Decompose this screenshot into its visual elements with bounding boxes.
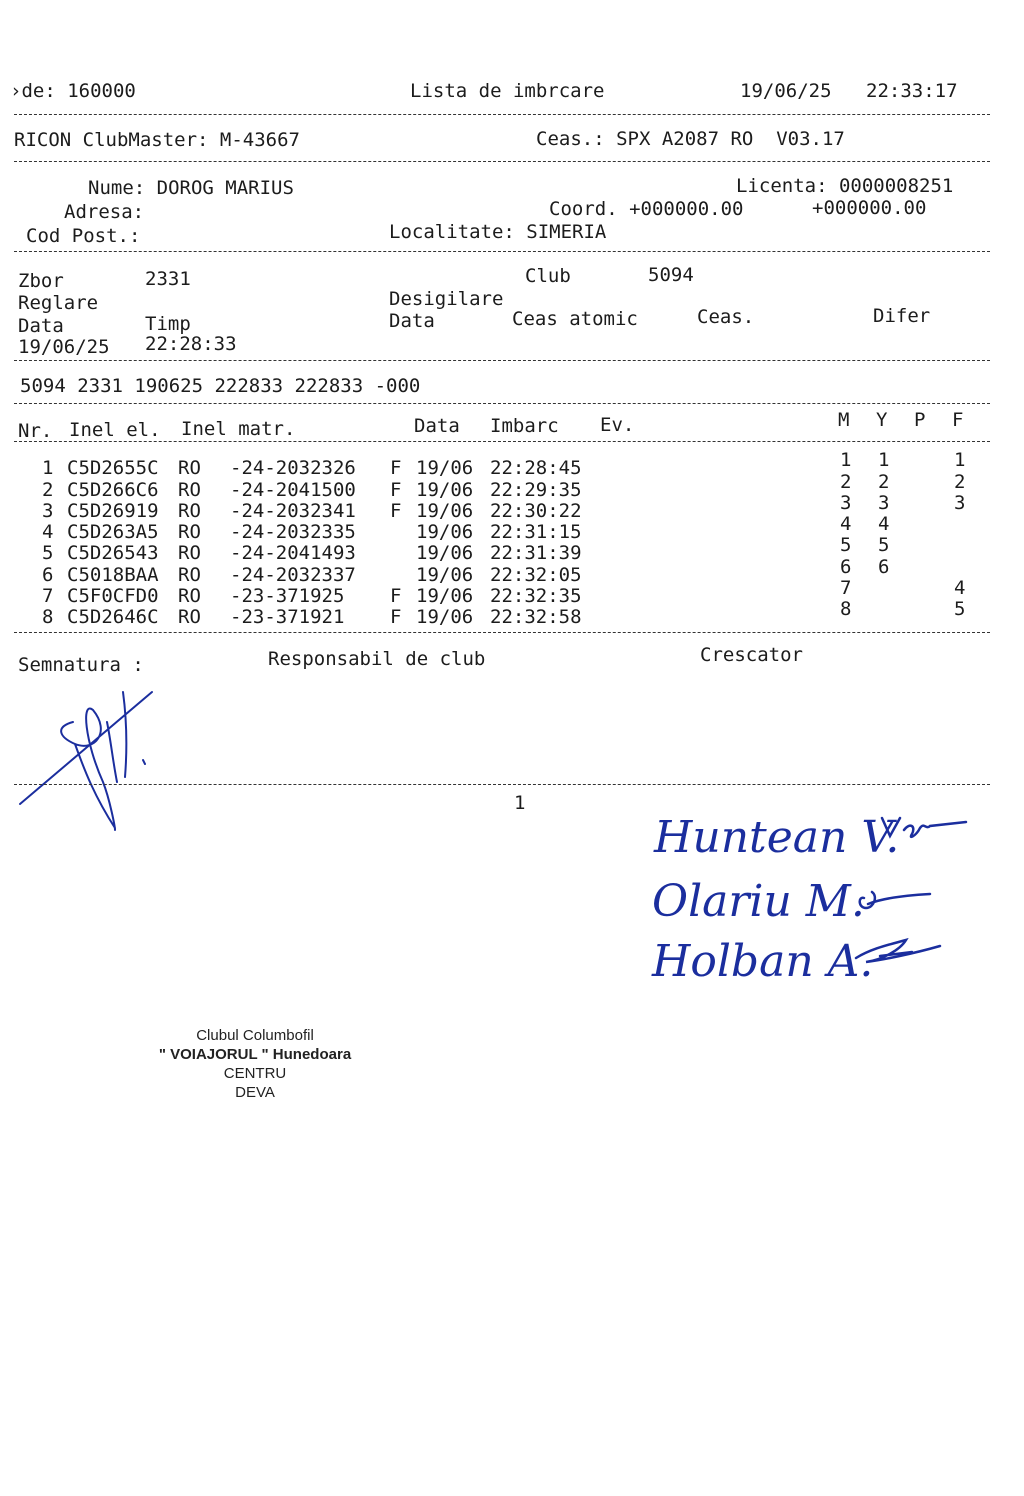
row-nr: 1 — [42, 457, 54, 479]
row-nr: 4 — [42, 521, 54, 543]
row-m: 8 — [840, 598, 852, 620]
row-nr: 5 — [42, 542, 54, 564]
print-date: 19/06/25 — [740, 80, 832, 102]
ceas-atomic-label: Ceas atomic — [512, 308, 638, 330]
stamp-line-1: Clubul Columbofil — [196, 1027, 314, 1044]
stamp-line-2: " VOIAJORUL " Hunedoara — [158, 1046, 352, 1063]
club-value: 5094 — [648, 264, 694, 286]
divider — [14, 441, 990, 442]
row-nr: 2 — [42, 479, 54, 501]
row-f: 2 — [954, 471, 966, 493]
row-date: 19/06 — [416, 521, 474, 543]
stamp-line-4: DEVA — [235, 1084, 275, 1101]
row-inel-matr: -23-371925 — [230, 585, 345, 607]
row-y: 2 — [878, 471, 890, 493]
col-p: P — [914, 409, 926, 431]
row-f: 3 — [954, 492, 966, 514]
desigilare-label: Desigilare — [389, 288, 504, 310]
row-m: 6 — [840, 556, 852, 578]
row-inel-el: C5D266C6 — [67, 479, 159, 501]
stamp-line-3: CENTRU — [223, 1065, 287, 1082]
row-y: 1 — [878, 449, 890, 471]
row-country: RO — [178, 606, 201, 628]
row-time: 22:31:39 — [490, 542, 582, 564]
row-country: RO — [178, 542, 201, 564]
ceas-label: Ceas. — [697, 306, 755, 328]
zbor-value: 2331 — [145, 268, 191, 290]
timp-label: Timp — [145, 313, 191, 335]
zbor-label: Zbor — [18, 270, 64, 292]
initial-scribble-icon — [880, 812, 970, 848]
row-flag: F — [390, 585, 402, 607]
initial-scribble-icon — [854, 882, 934, 916]
row-inel-matr: -24-2041500 — [230, 479, 356, 501]
row-m: 7 — [840, 577, 852, 599]
row-inel-el: C5D26543 — [67, 542, 159, 564]
row-time: 22:32:05 — [490, 564, 582, 586]
clock-id: Ceas.: SPX A2087 RO V03.17 — [536, 128, 845, 150]
row-y: 5 — [878, 534, 890, 556]
col-inel-matr: Inel matr. — [181, 418, 296, 440]
row-inel-el: C5F0CFD0 — [67, 585, 159, 607]
signature-scribble-icon — [15, 682, 175, 842]
row-flag: F — [390, 457, 402, 479]
initial-scribble-icon — [852, 932, 944, 972]
row-inel-el: C5D2655C — [67, 457, 159, 479]
owner-address: Adresa: — [64, 201, 145, 223]
row-date: 19/06 — [416, 457, 474, 479]
row-f: 5 — [954, 598, 966, 620]
row-time: 22:28:45 — [490, 457, 582, 479]
page-number: 1 — [514, 792, 526, 814]
row-f: 1 — [954, 449, 966, 471]
row-country: RO — [178, 457, 201, 479]
row-country: RO — [178, 564, 201, 586]
data-label-2: Data — [389, 310, 435, 332]
col-nr: Nr. — [18, 420, 53, 442]
divider — [14, 403, 990, 404]
row-nr: 3 — [42, 500, 54, 522]
row-time: 22:30:22 — [490, 500, 582, 522]
divider — [14, 360, 990, 361]
code-line: 5094 2331 190625 222833 222833 -000 — [20, 375, 421, 397]
row-inel-el: C5018BAA — [67, 564, 159, 586]
owner-coord: Coord. +000000.00 — [549, 198, 744, 220]
col-m: M — [838, 409, 850, 431]
row-inel-matr: -24-2032341 — [230, 500, 356, 522]
col-y: Y — [876, 409, 888, 431]
row-flag: F — [390, 500, 402, 522]
col-imbarc: Imbarc — [490, 415, 559, 437]
row-f: 4 — [954, 577, 966, 599]
col-data: Data — [414, 415, 460, 437]
row-country: RO — [178, 585, 201, 607]
row-nr: 6 — [42, 564, 54, 586]
row-date: 19/06 — [416, 606, 474, 628]
row-inel-el: C5D26919 — [67, 500, 159, 522]
divider — [14, 632, 990, 633]
row-m: 5 — [840, 534, 852, 556]
row-inel-matr: -24-2041493 — [230, 542, 356, 564]
owner-name: Nume: DOROG MARIUS — [88, 177, 294, 199]
row-m: 3 — [840, 492, 852, 514]
col-ev: Ev. — [600, 414, 635, 436]
difer-label: Difer — [873, 305, 931, 327]
row-inel-matr: -24-2032337 — [230, 564, 356, 586]
reglare-label: Reglare — [18, 292, 99, 314]
row-inel-matr: -23-371921 — [230, 606, 345, 628]
owner-coord-2: +000000.00 — [812, 197, 927, 219]
row-y: 6 — [878, 556, 890, 578]
row-inel-matr: -24-2032326 — [230, 457, 356, 479]
handwritten-name-3: Holban A. — [652, 936, 874, 987]
owner-postcode: Cod Post.: — [26, 225, 141, 247]
divider — [14, 161, 990, 162]
handwritten-name-2: Olariu M. — [652, 876, 865, 927]
col-f: F — [952, 409, 964, 431]
col-inel-el: Inel el. — [69, 419, 161, 441]
owner-locality: Localitate: SIMERIA — [389, 221, 607, 243]
semnatura-label: Semnatura : — [18, 654, 144, 676]
document-code: ›de: 160000 — [10, 80, 136, 102]
row-flag: F — [390, 479, 402, 501]
row-inel-matr: -24-2032335 — [230, 521, 356, 543]
row-nr: 8 — [42, 606, 54, 628]
print-time: 22:33:17 — [866, 80, 958, 102]
crescator-label: Crescator — [700, 644, 803, 666]
row-date: 19/06 — [416, 479, 474, 501]
row-inel-el: C5D263A5 — [67, 521, 159, 543]
row-country: RO — [178, 500, 201, 522]
responsabil-label: Responsabil de club — [268, 648, 486, 670]
reglare-time: 22:28:33 — [145, 333, 237, 355]
row-time: 22:29:35 — [490, 479, 582, 501]
clubmaster-id: RICON ClubMaster: M-43667 — [14, 129, 300, 151]
club-label: Club — [525, 265, 571, 287]
document-title: Lista de imbrcare — [410, 80, 605, 102]
row-date: 19/06 — [416, 564, 474, 586]
row-nr: 7 — [42, 585, 54, 607]
row-date: 19/06 — [416, 500, 474, 522]
owner-license: Licenta: 0000008251 — [736, 175, 954, 197]
row-country: RO — [178, 521, 201, 543]
row-time: 22:31:15 — [490, 521, 582, 543]
row-date: 19/06 — [416, 585, 474, 607]
row-m: 2 — [840, 471, 852, 493]
reglare-date: 19/06/25 — [18, 336, 110, 358]
row-flag: F — [390, 606, 402, 628]
row-y: 4 — [878, 513, 890, 535]
divider — [14, 784, 990, 785]
divider — [14, 114, 990, 115]
row-y: 3 — [878, 492, 890, 514]
row-date: 19/06 — [416, 542, 474, 564]
row-m: 1 — [840, 449, 852, 471]
row-time: 22:32:58 — [490, 606, 582, 628]
handwritten-name-1: Huntean V. — [654, 812, 900, 863]
row-time: 22:32:35 — [490, 585, 582, 607]
row-m: 4 — [840, 513, 852, 535]
row-inel-el: C5D2646C — [67, 606, 159, 628]
data-label: Data — [18, 315, 64, 337]
row-country: RO — [178, 479, 201, 501]
divider — [14, 251, 990, 252]
club-stamp — [140, 1026, 370, 1102]
